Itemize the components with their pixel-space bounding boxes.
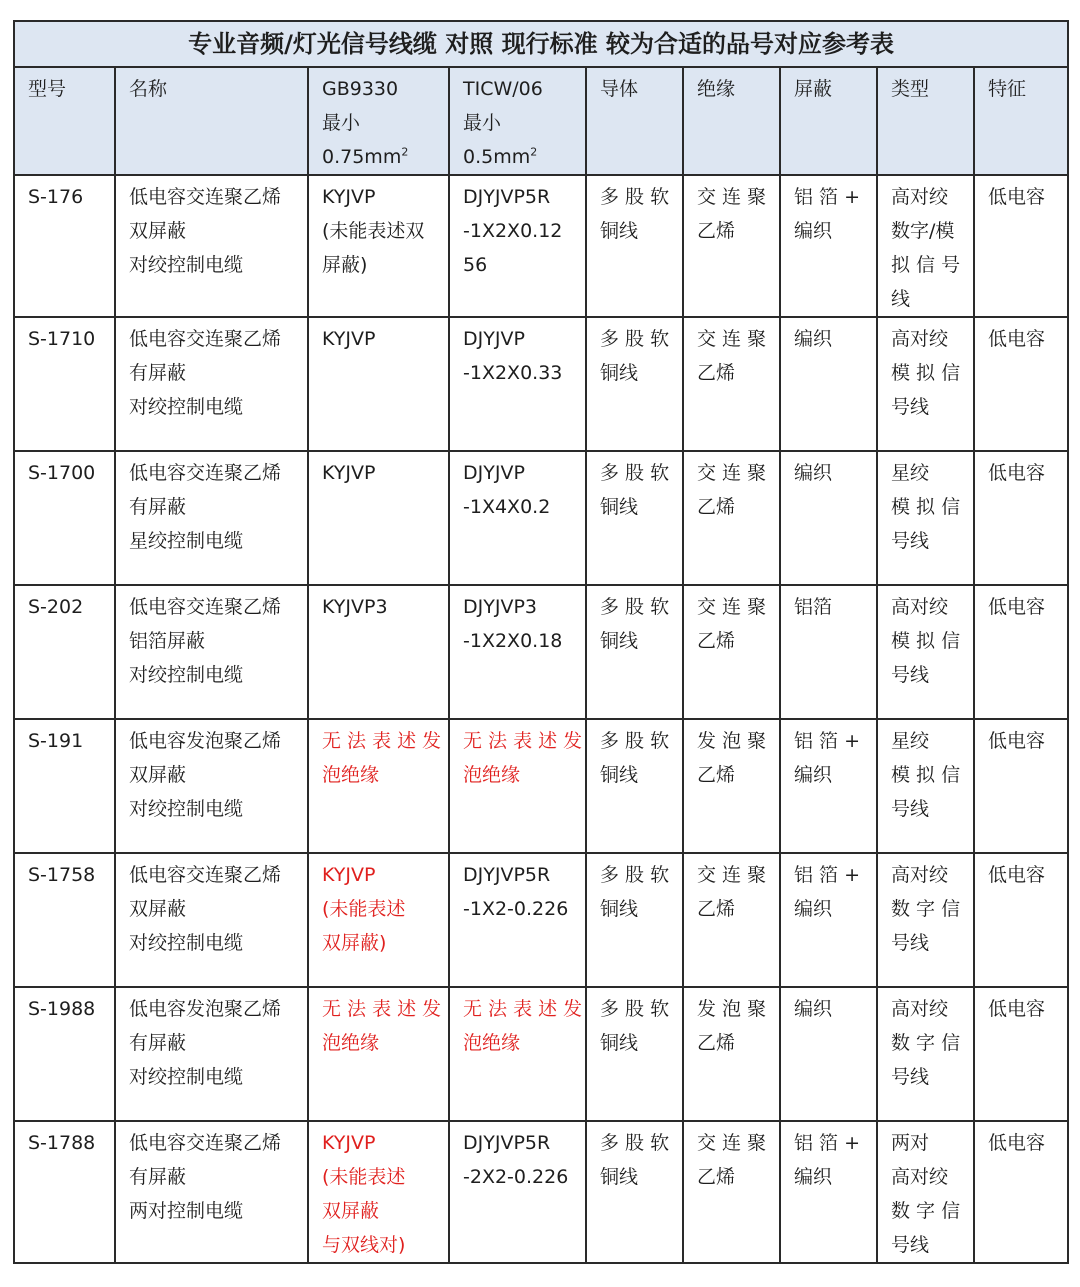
cell-line: 多 股 软 <box>600 1132 670 1154</box>
cell-line: 交 连 聚 <box>697 864 767 886</box>
cell-feature <box>974 175 1068 317</box>
cell-line: 多 股 软 <box>600 998 670 1020</box>
cell-line: 铝 箔 + <box>794 186 860 208</box>
cell-line: 对绞控制电缆 <box>129 254 244 276</box>
cell-line: -1X2X0.33 <box>463 362 563 384</box>
cell-shield <box>780 719 877 853</box>
cell-conductor <box>586 987 683 1121</box>
cell-line: 铜线 <box>600 362 639 384</box>
cell-line: S-176 <box>28 186 84 208</box>
cell-shield <box>780 987 877 1121</box>
cell-line: 低电容 <box>988 864 1046 886</box>
cell-feature <box>974 719 1068 853</box>
cell-line: 低电容发泡聚乙烯 <box>129 730 282 752</box>
cell-line: 类型 <box>891 78 930 100</box>
cell-line: 编织 <box>794 462 833 484</box>
cell-line: 铝 箔 + <box>794 1132 860 1154</box>
cell-line: 号线 <box>891 396 930 418</box>
cell-line: 双屏蔽 <box>129 220 187 242</box>
cell-line: (未能表述 <box>322 1166 406 1188</box>
cell-line: 无 法 表 述 发 <box>322 998 442 1020</box>
cell-feature <box>974 853 1068 987</box>
header-name <box>115 67 308 175</box>
cell-ticw06 <box>449 1121 586 1263</box>
cell-line: 编织 <box>794 1166 833 1188</box>
cell-ticw06 <box>449 585 586 719</box>
cell-line: 乙烯 <box>697 630 736 652</box>
header-type <box>877 67 974 175</box>
cell-line: 多 股 软 <box>600 328 670 350</box>
cell-name <box>115 317 308 451</box>
cell-line: KYJVP <box>322 462 376 484</box>
cell-line: 多 股 软 <box>600 730 670 752</box>
cell-gb9330 <box>308 175 449 317</box>
cell-line: 铜线 <box>600 496 639 518</box>
cell-line: S-1758 <box>28 864 96 886</box>
cell-shield <box>780 585 877 719</box>
cell-insulation <box>683 853 780 987</box>
cell-line: 有屏蔽 <box>129 1032 187 1054</box>
cell-line: 两对 <box>891 1132 930 1154</box>
cell-insulation <box>683 175 780 317</box>
cell-line: 拟 信 号 <box>891 254 961 276</box>
cell-line: 数字/模 <box>891 220 955 242</box>
cell-line: 号线 <box>891 664 930 686</box>
cell-name <box>115 853 308 987</box>
cell-gb9330 <box>308 585 449 719</box>
cell-model <box>14 585 115 719</box>
cell-line: 低电容 <box>988 1132 1046 1154</box>
cell-conductor <box>586 719 683 853</box>
cell-ticw06 <box>449 175 586 317</box>
cell-shield <box>780 451 877 585</box>
cell-line: DJYJVP <box>463 328 525 350</box>
cell-line: 对绞控制电缆 <box>129 664 244 686</box>
cell-line: 铜线 <box>600 220 639 242</box>
cell-line: 低电容交连聚乙烯 <box>129 596 282 618</box>
cell-line: 屏蔽 <box>794 78 833 100</box>
cell-line: 对绞控制电缆 <box>129 1066 244 1088</box>
cell-line: 乙烯 <box>697 1166 736 1188</box>
cell-gb9330 <box>308 719 449 853</box>
cell-conductor <box>586 585 683 719</box>
cell-line: KYJVP3 <box>322 596 388 618</box>
header-shield <box>780 67 877 175</box>
cell-insulation <box>683 317 780 451</box>
cell-line: 双屏蔽 <box>322 1200 380 1222</box>
cell-line: 模 拟 信 <box>891 764 961 786</box>
cell-feature <box>974 451 1068 585</box>
cell-line: KYJVP <box>322 186 376 208</box>
cell-line: S-191 <box>28 730 84 752</box>
cell-line: -1X4X0.2 <box>463 496 551 518</box>
cell-line: 双屏蔽) <box>322 932 387 954</box>
cell-line: 无 法 表 述 发 <box>322 730 442 752</box>
cell-type <box>877 987 974 1121</box>
cell-name <box>115 987 308 1121</box>
cell-gb9330 <box>308 1121 449 1263</box>
cell-line: 高对绞 <box>891 596 949 618</box>
cell-line: 有屏蔽 <box>129 496 187 518</box>
cell-line: 最小 <box>463 112 502 134</box>
cell-line: 高对绞 <box>891 186 949 208</box>
cell-line: DJYJVP5R <box>463 864 551 886</box>
cell-line: 与双线对) <box>322 1234 406 1256</box>
cell-line: -1X2X0.12 <box>463 220 563 242</box>
cell-line: 铜线 <box>600 764 639 786</box>
cell-line: -1X2X0.18 <box>463 630 563 652</box>
cell-line: 低电容 <box>988 998 1046 1020</box>
cell-line: DJYJVP3 <box>463 596 537 618</box>
cell-line: GB9330 <box>322 78 399 100</box>
cell-line: 低电容交连聚乙烯 <box>129 1132 282 1154</box>
cell-insulation <box>683 451 780 585</box>
cell-gb9330 <box>308 987 449 1121</box>
cell-name <box>115 719 308 853</box>
cell-line: 号线 <box>891 1066 930 1088</box>
reference-table-container <box>13 20 1067 1264</box>
cell-line: 数 字 信 <box>891 1032 961 1054</box>
cell-line: 模 拟 信 <box>891 496 961 518</box>
cell-shield <box>780 853 877 987</box>
cell-line: 星绞控制电缆 <box>129 530 244 552</box>
cell-line: 线 <box>891 288 911 310</box>
cell-conductor <box>586 853 683 987</box>
cell-line: S-1710 <box>28 328 96 350</box>
cell-line: S-1988 <box>28 998 96 1020</box>
cell-line: 对绞控制电缆 <box>129 396 244 418</box>
cell-line: 两对控制电缆 <box>129 1200 244 1222</box>
cell-model <box>14 853 115 987</box>
cable-reference-table <box>13 20 1069 1264</box>
table-row <box>14 451 1068 585</box>
cell-ticw06 <box>449 853 586 987</box>
cell-line: 星绞 <box>891 462 930 484</box>
header-ticw06 <box>449 67 586 175</box>
cell-line: 模 拟 信 <box>891 630 961 652</box>
table-row <box>14 1121 1068 1263</box>
cell-line: 低电容 <box>988 328 1046 350</box>
cell-name <box>115 451 308 585</box>
cell-line: 绝缘 <box>697 78 736 100</box>
cell-line: 乙烯 <box>697 362 736 384</box>
table-row <box>14 175 1068 317</box>
cell-line: TICW/06 <box>463 78 543 100</box>
cell-line: 编织 <box>794 898 833 920</box>
header-conductor <box>586 67 683 175</box>
table-title: 专业音频/灯光信号线缆 对照 现行标准 较为合适的品号对应参考表 <box>14 21 1068 67</box>
cell-line: 乙烯 <box>697 898 736 920</box>
cell-line: DJYJVP <box>463 462 525 484</box>
cell-conductor <box>586 175 683 317</box>
cell-line: 低电容 <box>988 186 1046 208</box>
cell-model <box>14 317 115 451</box>
cell-line: 最小 <box>322 112 361 134</box>
cell-feature <box>974 585 1068 719</box>
cell-line: 低电容 <box>988 462 1046 484</box>
header-feature <box>974 67 1068 175</box>
cell-line: 铝 箔 + <box>794 864 860 886</box>
cell-line: 编织 <box>794 764 833 786</box>
cell-type <box>877 175 974 317</box>
table-row <box>14 719 1068 853</box>
cell-line: S-1700 <box>28 462 96 484</box>
header-gb9330 <box>308 67 449 175</box>
cell-line: $0.5mm^2$ <box>463 145 538 168</box>
cell-line: 铜线 <box>600 1166 639 1188</box>
cell-line: 发 泡 聚 <box>697 730 767 752</box>
cell-model <box>14 987 115 1121</box>
cell-line: -2X2-0.226 <box>463 1166 569 1188</box>
table-row <box>14 987 1068 1121</box>
cell-line: 发 泡 聚 <box>697 998 767 1020</box>
cell-line: 低电容 <box>988 730 1046 752</box>
cell-line: 乙烯 <box>697 1032 736 1054</box>
cell-model <box>14 451 115 585</box>
cell-insulation <box>683 987 780 1121</box>
cell-line: 编织 <box>794 220 833 242</box>
cell-line: DJYJVP5R <box>463 1132 551 1154</box>
cell-gb9330 <box>308 853 449 987</box>
cell-line: 名称 <box>129 78 168 100</box>
cell-type <box>877 853 974 987</box>
cell-line: 交 连 聚 <box>697 328 767 350</box>
cell-line: 型号 <box>28 78 67 100</box>
cell-gb9330 <box>308 451 449 585</box>
cell-line: 铝箔屏蔽 <box>129 630 206 652</box>
cell-conductor <box>586 317 683 451</box>
cell-line: 无 法 表 述 发 <box>463 730 583 752</box>
cell-shield <box>780 175 877 317</box>
cell-line: 多 股 软 <box>600 462 670 484</box>
cell-line: 号线 <box>891 798 930 820</box>
superscript: 2 <box>530 145 538 159</box>
cell-line: 泡绝缘 <box>322 764 380 786</box>
cell-line: 导体 <box>600 78 639 100</box>
cell-insulation <box>683 585 780 719</box>
cell-model <box>14 1121 115 1263</box>
cell-feature <box>974 987 1068 1121</box>
cell-type <box>877 451 974 585</box>
cell-line: 铜线 <box>600 898 639 920</box>
cell-name <box>115 175 308 317</box>
cell-line: 模 拟 信 <box>891 362 961 384</box>
cell-line: 多 股 软 <box>600 186 670 208</box>
cell-model <box>14 175 115 317</box>
cell-type <box>877 585 974 719</box>
cell-type <box>877 317 974 451</box>
title-row <box>14 21 1068 67</box>
cell-line: 交 连 聚 <box>697 462 767 484</box>
cell-line: 低电容 <box>988 596 1046 618</box>
header-insulation <box>683 67 780 175</box>
cell-line: 低电容交连聚乙烯 <box>129 864 282 886</box>
cell-line: 低电容交连聚乙烯 <box>129 328 282 350</box>
cell-line: 铜线 <box>600 1032 639 1054</box>
cell-line: 铝箔 <box>794 596 833 618</box>
cell-line: KYJVP <box>322 1132 376 1154</box>
cell-line: 号线 <box>891 530 930 552</box>
cell-line: 数 字 信 <box>891 1200 961 1222</box>
cell-line: (未能表述 <box>322 898 406 920</box>
cell-conductor <box>586 1121 683 1263</box>
cell-line: -1X2-0.226 <box>463 898 569 920</box>
cell-line: 多 股 软 <box>600 864 670 886</box>
cell-line: KYJVP <box>322 328 376 350</box>
cell-line: S-1788 <box>28 1132 96 1154</box>
cell-conductor <box>586 451 683 585</box>
cell-feature <box>974 1121 1068 1263</box>
cell-insulation <box>683 1121 780 1263</box>
cell-line: KYJVP <box>322 864 376 886</box>
cell-line: 泡绝缘 <box>463 764 521 786</box>
cell-line: 多 股 软 <box>600 596 670 618</box>
cell-line: 低电容发泡聚乙烯 <box>129 998 282 1020</box>
cell-line: 泡绝缘 <box>463 1032 521 1054</box>
cell-shield <box>780 317 877 451</box>
cell-insulation <box>683 719 780 853</box>
cell-line: DJYJVP5R <box>463 186 551 208</box>
cell-line: 有屏蔽 <box>129 1166 187 1188</box>
cell-line: 对绞控制电缆 <box>129 932 244 954</box>
cell-line: 星绞 <box>891 730 930 752</box>
cell-line: 低电容交连聚乙烯 <box>129 186 282 208</box>
cell-line: 屏蔽) <box>322 254 368 276</box>
table-row <box>14 317 1068 451</box>
cell-type <box>877 1121 974 1263</box>
cell-line: 低电容交连聚乙烯 <box>129 462 282 484</box>
cell-ticw06 <box>449 451 586 585</box>
cell-line: 高对绞 <box>891 1166 949 1188</box>
cell-line: 交 连 聚 <box>697 186 767 208</box>
cell-line: 号线 <box>891 1234 930 1256</box>
cell-name <box>115 1121 308 1263</box>
cell-type <box>877 719 974 853</box>
cell-line: 乙烯 <box>697 764 736 786</box>
cell-gb9330 <box>308 317 449 451</box>
table-row <box>14 853 1068 987</box>
cell-line: 双屏蔽 <box>129 898 187 920</box>
cell-line: 高对绞 <box>891 864 949 886</box>
cell-line: 编织 <box>794 328 833 350</box>
superscript: 2 <box>401 145 409 159</box>
cell-line: 有屏蔽 <box>129 362 187 384</box>
cell-line: 乙烯 <box>697 220 736 242</box>
header-row <box>14 67 1068 175</box>
cell-ticw06 <box>449 987 586 1121</box>
cell-line: 铜线 <box>600 630 639 652</box>
cell-line: 号线 <box>891 932 930 954</box>
cell-line: $0.75mm^2$ <box>322 145 409 168</box>
cell-line: 56 <box>463 254 488 276</box>
cell-line: 数 字 信 <box>891 898 961 920</box>
cell-name <box>115 585 308 719</box>
cell-line: (未能表述双 <box>322 220 425 242</box>
header-model <box>14 67 115 175</box>
cell-line: 无 法 表 述 发 <box>463 998 583 1020</box>
cell-line: 泡绝缘 <box>322 1032 380 1054</box>
cell-line: 特征 <box>988 78 1027 100</box>
cell-line: S-202 <box>28 596 84 618</box>
cell-ticw06 <box>449 317 586 451</box>
cell-line: 乙烯 <box>697 496 736 518</box>
cell-line: 对绞控制电缆 <box>129 798 244 820</box>
cell-line: 交 连 聚 <box>697 1132 767 1154</box>
cell-line: 高对绞 <box>891 328 949 350</box>
cell-model <box>14 719 115 853</box>
cell-line: 双屏蔽 <box>129 764 187 786</box>
cell-line: 交 连 聚 <box>697 596 767 618</box>
cell-ticw06 <box>449 719 586 853</box>
table-row <box>14 585 1068 719</box>
cell-feature <box>974 317 1068 451</box>
cell-line: 编织 <box>794 998 833 1020</box>
cell-line: 高对绞 <box>891 998 949 1020</box>
cell-line: 铝 箔 + <box>794 730 860 752</box>
table-body <box>14 21 1068 1263</box>
cell-shield <box>780 1121 877 1263</box>
